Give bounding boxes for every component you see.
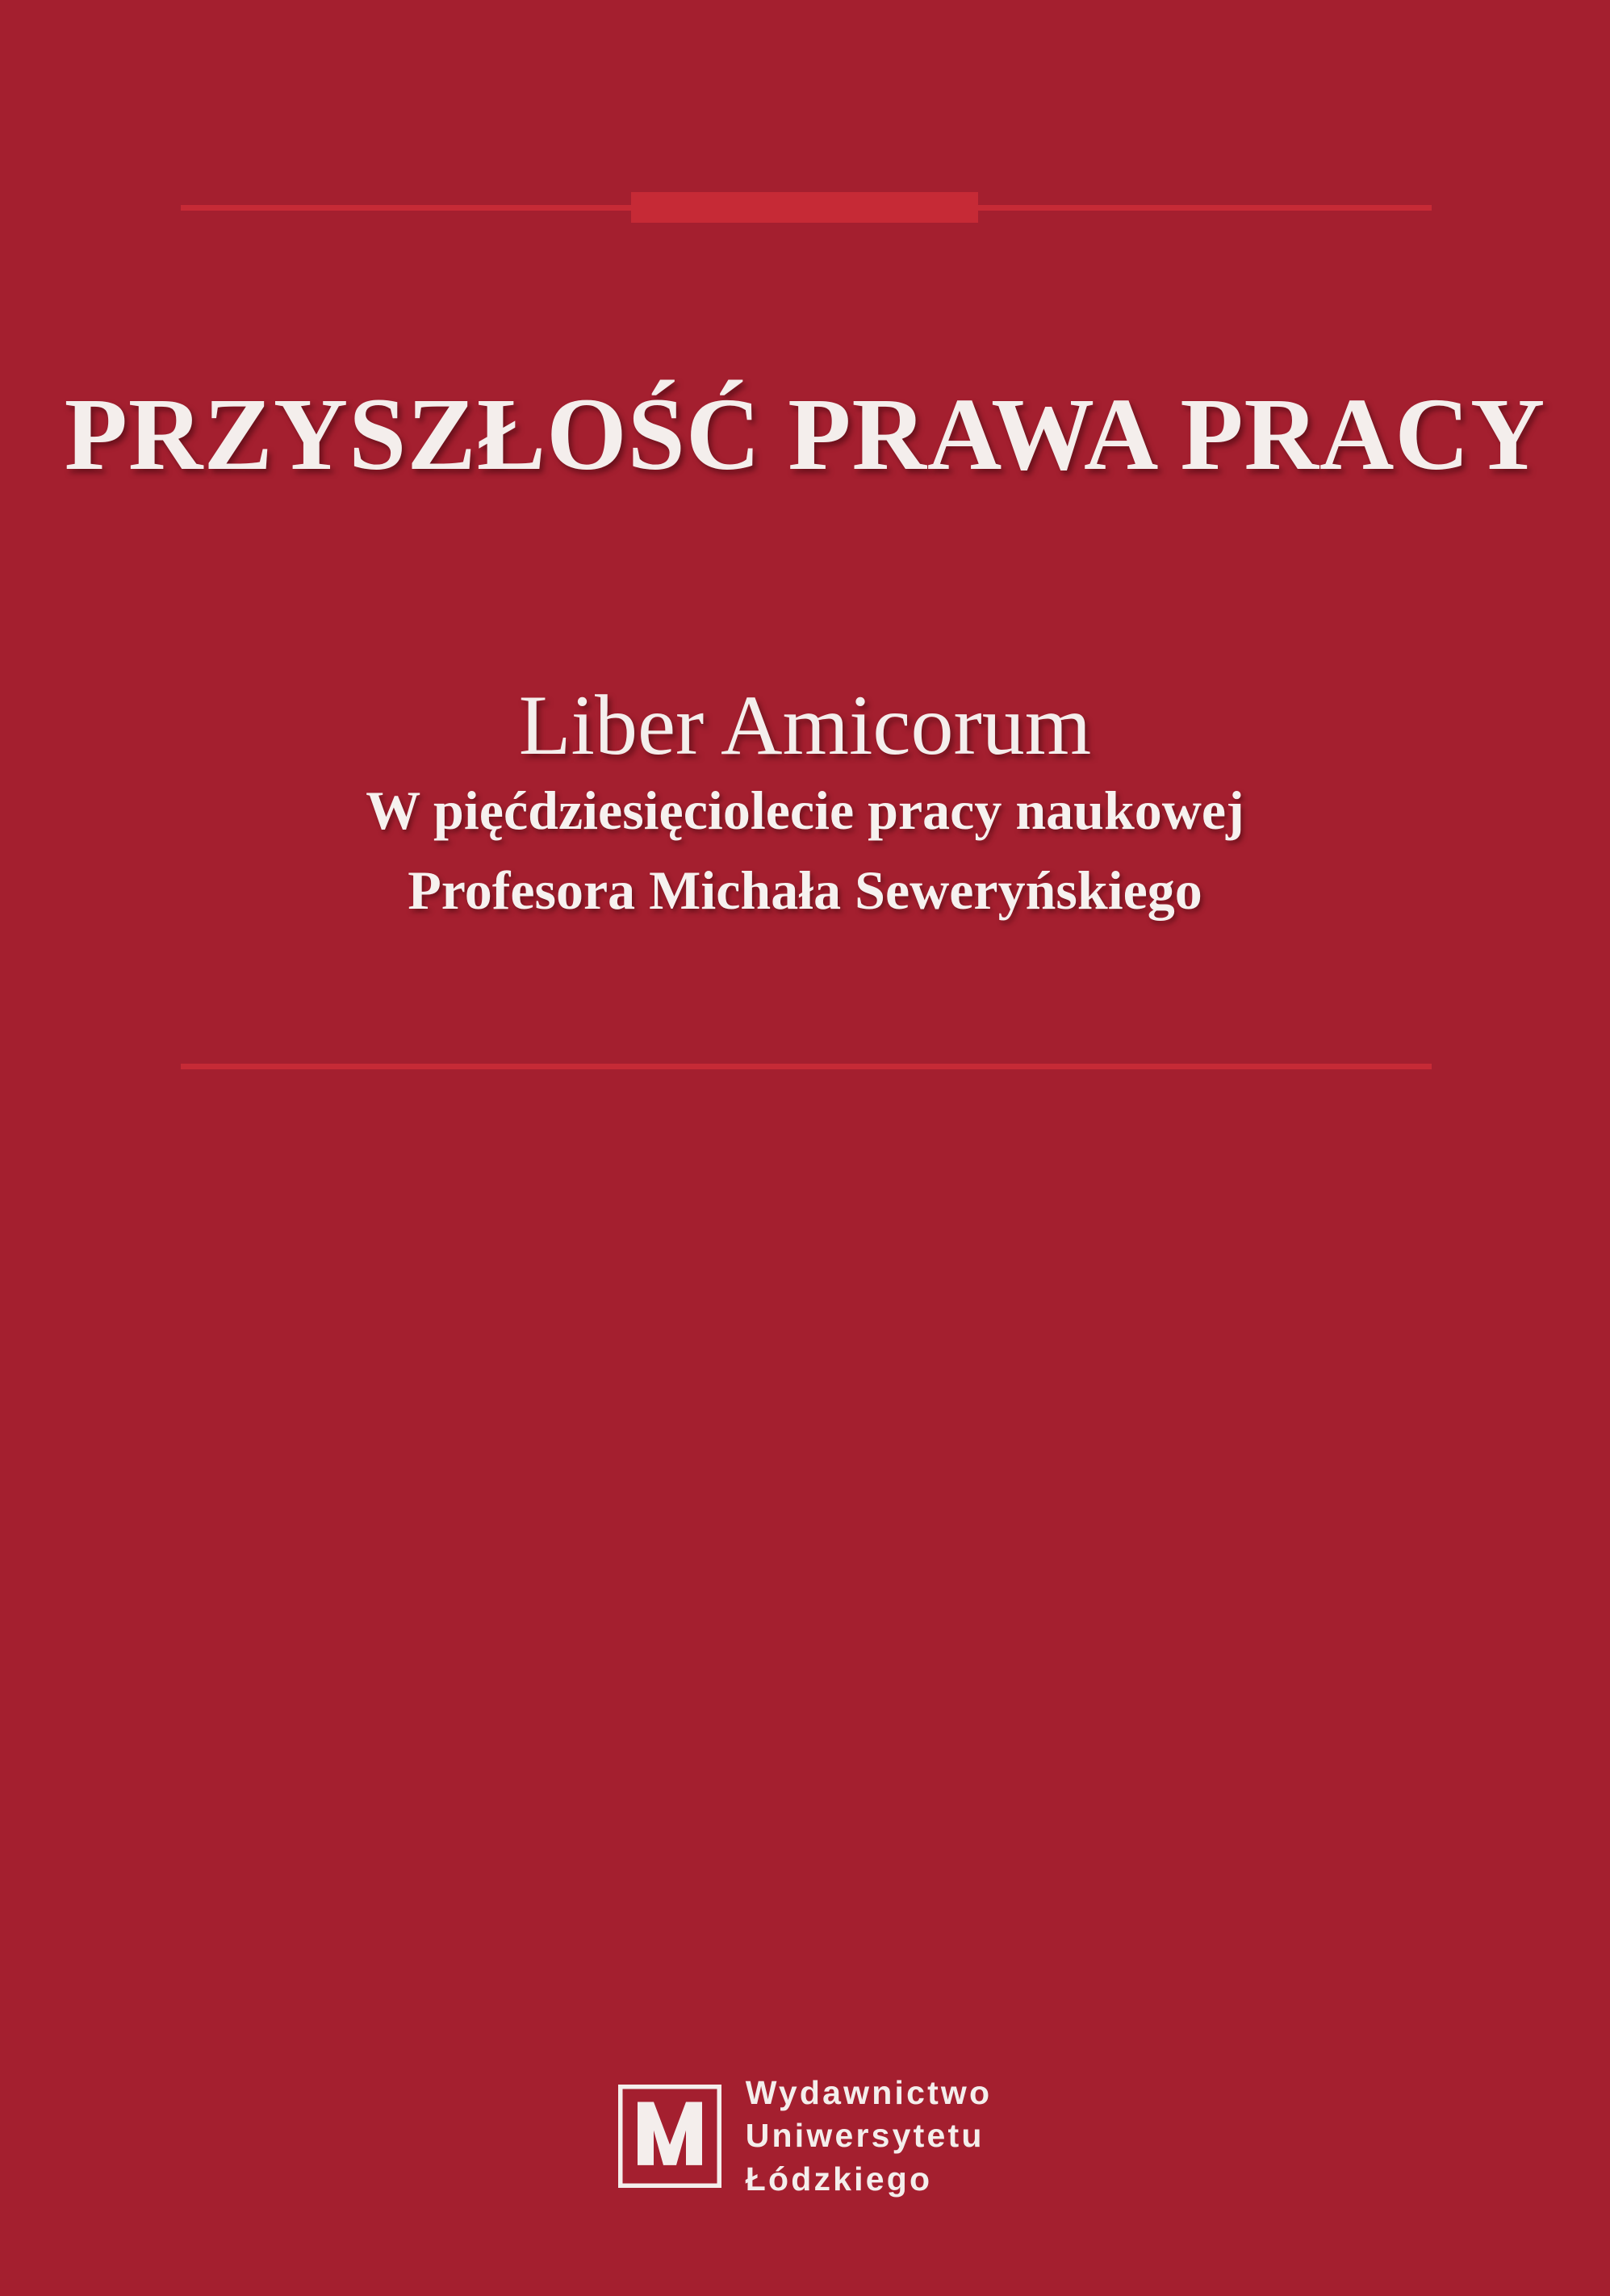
- publisher-line-3: Łódzkiego: [745, 2160, 933, 2198]
- page-title: PRZYSZŁOŚĆ PRAWA PRACY: [64, 376, 1546, 491]
- dedication-line-1: W pięćdziesięciolecie pracy naukowej: [366, 780, 1244, 841]
- bottom-rule: [181, 1064, 1432, 1069]
- subtitle-liber-amicorum: Liber Amicorum: [518, 677, 1092, 772]
- publisher-line-2: Uniwersytetu: [745, 2117, 985, 2155]
- publisher-block: [0, 2072, 1610, 2201]
- dedication-block: [0, 771, 1610, 931]
- dedication-line-2: Profesora Michała Seweryńskiego: [408, 859, 1202, 922]
- publisher-name: [746, 2072, 993, 2201]
- top-thick-rule: [631, 192, 978, 223]
- publisher-line-1: Wydawnictwo: [745, 2074, 993, 2112]
- university-of-lodz-press-logo-icon: [618, 2085, 721, 2188]
- top-rule-group: [0, 192, 1610, 224]
